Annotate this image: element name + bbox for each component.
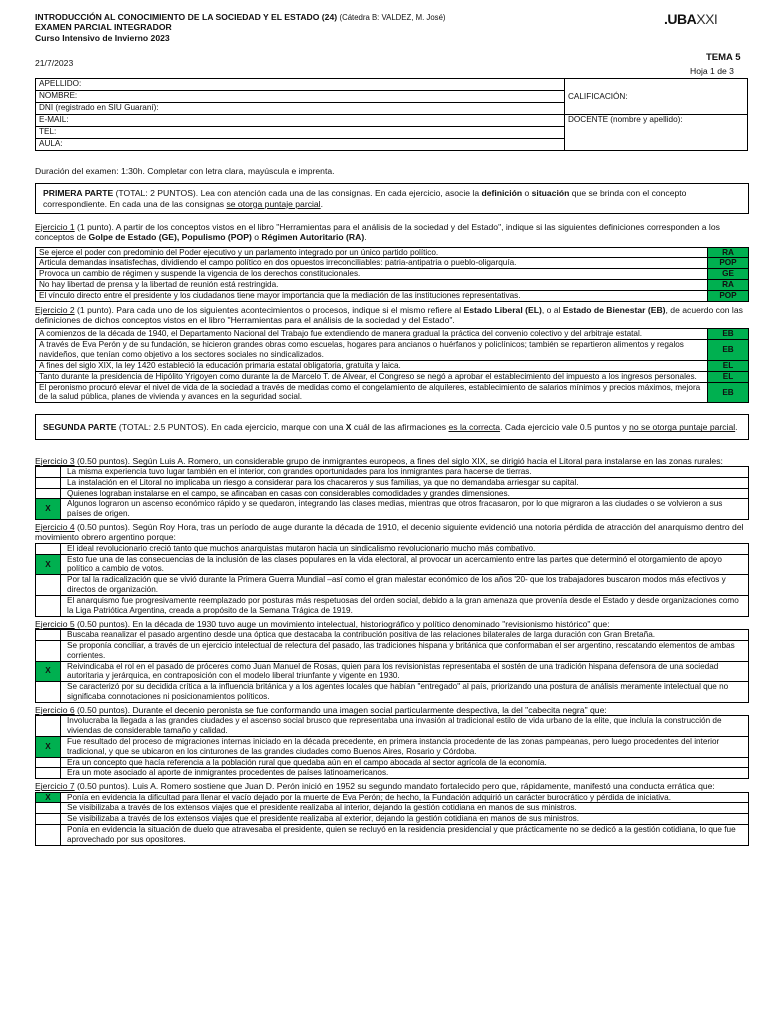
answer-cell[interactable]: POP (708, 290, 749, 301)
ex2-table (35, 328, 749, 403)
option-row (36, 814, 749, 825)
option-checkbox[interactable] (36, 803, 61, 814)
course-title-line (35, 12, 749, 22)
option-row (36, 716, 749, 737)
option-row (36, 596, 749, 617)
option-text: El anarquismo fue progresivamente reemplazado por posturas más respetuosas del orden social, debido a la gran amenaza que provenía desde el Estado y desde organizaciones como la Liga Patriótica Argentina, creada a propósito de la Semana Trágica de 1919. (61, 596, 749, 617)
statement-cell: Provoca un cambio de régimen y suspende la vigencia de los derechos constitucionales. (36, 269, 708, 280)
tema-label: TEMA 5 (706, 52, 741, 63)
statement-cell: A fines del siglo XIX, la ley 1420 estableció la educación primaria estatal obligatoria, gratuita y laica. (36, 360, 708, 371)
option-text: Quienes lograban instalarse en el campo, se afincaban en casas con considerables comodidades y grandes dimensiones. (61, 488, 749, 499)
table-row (36, 329, 749, 340)
option-checkbox[interactable]: X (36, 792, 61, 803)
options-table (35, 792, 749, 846)
option-row (36, 499, 749, 520)
option-checkbox[interactable] (36, 716, 61, 737)
option-text: Esto fue una de las consecuencias de la inclusión de las clases populares en la vida electoral, al provocar un acercamiento entre las partes que determinó el otorgamiento de apoyo político a cambio de votos. (61, 554, 749, 575)
option-text: Era un concepto que hacía referencia a la población rural que quedaba aún en el campo abocada al sector agrícola de la economía. (61, 757, 749, 768)
option-checkbox[interactable] (36, 466, 61, 477)
statement-cell: Se ejerce el poder con predominio del Poder ejecutivo y un parlamento integrado por un único partido político. (36, 247, 708, 258)
option-checkbox[interactable]: X (36, 736, 61, 757)
exercise-label: Ejercicio 6 (35, 704, 75, 715)
option-row (36, 682, 749, 703)
answer-cell[interactable]: EB (708, 340, 749, 361)
option-row (36, 543, 749, 554)
exercise-label: Ejercicio 7 (35, 781, 75, 792)
option-checkbox[interactable] (36, 757, 61, 768)
exercise-label: Ejercicio 3 (35, 455, 75, 466)
catedra: (Cátedra B: VALDEZ, M. José) (339, 13, 446, 22)
exercise-prompt (35, 456, 749, 466)
option-checkbox[interactable]: X (36, 499, 61, 520)
option-checkbox[interactable] (36, 575, 61, 596)
exam-header (35, 12, 749, 43)
option-checkbox[interactable]: X (36, 661, 61, 682)
part1-box: PRIMERA PARTE (TOTAL: 2 PUNTOS). Lea con atención cada una de las consignas. En cada ejercicio, asocie la definición o situación que se brinda con el concepto correspondiente. En cada una de las consignas se otorga puntaje parcial. (35, 183, 749, 214)
table-row (36, 382, 749, 403)
option-text: Se proponía conciliar, a través de un ejercicio intelectual de relectura del pasado, las tradiciones hispana y británica que conformaban el ser argentino, rescatando elementos de ambas corrientes. (61, 640, 749, 661)
multiple-choice-area (35, 456, 749, 846)
option-row (36, 803, 749, 814)
exercise-prompt (35, 705, 749, 715)
uba-logo: .UBAXXI (664, 11, 718, 27)
option-text: Algunos lograron un ascenso económico rápido y se quedaron, integrando las clases medias, mientras que otros fracasaron, por lo que migraron a las ciudades o se volvieron a sus países de origen. (61, 499, 749, 520)
calificacion-field[interactable]: CALIFICACIÓN: (565, 79, 748, 115)
tel-field[interactable]: TEL: (36, 127, 565, 139)
option-text: Buscaba reanalizar el pasado argentino desde una óptica que destacaba la contribución positiva de las relaciones bilaterales de larga duración con Gran Bretaña. (61, 630, 749, 641)
statement-cell: Articula demandas insatisfechas, dividiendo el campo político en dos opuestos irreconciliables: patria-antipatria o pueblo-oligarquía. (36, 258, 708, 269)
exercise-text: (0.50 puntos). Durante el decenio peronista se fue conformando una imagen social particularmente despectiva, la del "cabecita negra" que: (74, 704, 607, 715)
option-checkbox[interactable] (36, 768, 61, 779)
option-text: La misma experiencia tuvo lugar también en el interior, con grandes oportunidades para los inmigrantes para hacerse de tierras. (61, 466, 749, 477)
option-row (36, 488, 749, 499)
statement-cell: El peronismo procuró elevar el nivel de vida de la sociedad a través de medidas como el congelamiento de alquileres, establecimiento de salarios mínimos y precios máximos, mejora de la salud pública, planes de vivienda y avances en la seguridad social. (36, 382, 708, 403)
option-row (36, 575, 749, 596)
statement-cell: A través de Eva Perón y de su fundación, se hicieron grandes obras como escuelas, hogares para ancianos o huérfanos y policlínicos; también se repartieron alimentos y regalos navideños, que tenían como objetivo a los sectores sociales no sindicalizados. (36, 340, 708, 361)
option-checkbox[interactable] (36, 477, 61, 488)
option-text: Era un mote asociado al aporte de inmigrantes procedentes de países latinoamericanos. (61, 768, 749, 779)
answer-cell[interactable]: EB (708, 382, 749, 403)
exercise-text: (0.50 puntos). Según Roy Hora, tras un período de auge durante la década de 1910, el decenio siguiente evidenció una notoria pérdida de atracción del anarquismo dentro del movimiento obrero argentino porque: (35, 522, 744, 543)
options-table (35, 466, 749, 520)
table-row (36, 290, 749, 301)
option-text: Se caracterizó por su decidida crítica a la influencia británica y a los agentes locales que habían "entregado" al país, priorizando una postura de análisis meramente intelectual que no significaba connotaciones ni posicionamientos políticos. (61, 682, 749, 703)
option-text: Se visibilizaba a través de los extensos viajes que el presidente realizaba al exterior, dejando la gestión cotidiana en manos de sus ministros. (61, 814, 749, 825)
student-info-table (35, 78, 748, 151)
ex1-table (35, 247, 749, 302)
docente-field[interactable]: DOCENTE (nombre y apellido): (565, 115, 748, 151)
duration-note: Duración del examen: 1:30h. Completar con letra clara, mayúscula e imprenta. (35, 166, 335, 176)
option-row (36, 630, 749, 641)
answer-cell[interactable]: POP (708, 258, 749, 269)
option-checkbox[interactable] (36, 640, 61, 661)
option-text: El ideal revolucionario creció tanto que muchos anarquistas mutaron hacia un sindicalismo revolucionario mucho más combativo. (61, 543, 749, 554)
course-title: INTRODUCCIÓN AL CONOCIMIENTO DE LA SOCIEDAD Y EL ESTADO (24) (35, 12, 338, 22)
ex1-prompt: Ejercicio 1 (1 punto). A partir de los conceptos vistos en el libro "Herramientas para el análisis de la sociedad y del Estado", indique si las siguientes definiciones corresponden a los conceptos de Golpe de Estado (GE), Populismo (POP) o Régimen Autoritario (RA). (35, 221, 720, 243)
option-text: La instalación en el Litoral no implicaba un riesgo a considerar para los chacareros y sus familias, ya que no demandaba arriesgar su capital. (61, 477, 749, 488)
part2-box: SEGUNDA PARTE (TOTAL: 2.5 PUNTOS). En cada ejercicio, marque con una X cuál de las afirmaciones es la correcta. Cada ejercicio vale 0.5 puntos y no se otorga puntaje parcial. (35, 414, 749, 439)
nombre-field[interactable]: NOMBRE: (36, 91, 565, 103)
exercise-prompt (35, 522, 749, 543)
option-text: Por tal la radicalización que se vivió durante la Primera Guerra Mundial –así como el gran malestar económico de los años '20- que los trabajadores buscaron modos más efectivos y directos de organización. (61, 575, 749, 596)
answer-cell[interactable]: EL (708, 360, 749, 371)
table-row (36, 280, 749, 291)
option-checkbox[interactable] (36, 596, 61, 617)
table-row (36, 371, 749, 382)
exercise-text: (0.50 puntos). En la década de 1930 tuvo auge un movimiento intelectual, historiográfico y político denominado "revisionismo histórico" que: (74, 618, 610, 629)
statement-cell: Tanto durante la presidencia de Hipólito Yrigoyen como durante la de Marcelo T. de Alvear, el Congreso se negó a aprobar el establecimiento del impuesto a los ingresos personales. (36, 371, 708, 382)
option-checkbox[interactable] (36, 630, 61, 641)
option-checkbox[interactable] (36, 488, 61, 499)
aula-field[interactable]: AULA: (36, 139, 565, 151)
table-row (36, 247, 749, 258)
option-text: Se visibilizaba a través de los extensos viajes que el presidente realizaba al interior, dejando la gestión cotidiana en manos de sus ministros. (61, 803, 749, 814)
statement-cell: A comienzos de la década de 1940, el Departamento Nacional del Trabajo fue extendiendo de manera gradual la práctica del convenio colectivo y del arbitraje estatal. (36, 329, 708, 340)
option-checkbox[interactable] (36, 543, 61, 554)
course-period: Curso Intensivo de Invierno 2023 (35, 32, 170, 43)
table-row (36, 269, 749, 280)
option-row (36, 466, 749, 477)
option-row (36, 768, 749, 779)
exercise-prompt (35, 781, 749, 791)
exercise-text: (0.50 puntos). Según Luis A. Romero, un considerable grupo de inmigrantes europeos, a fines del siglo XIX, se dirigió hacia el Litoral para instalarse en las zonas rurales: (74, 455, 723, 466)
statement-cell: El vínculo directo entre el presidente y los ciudadanos tiene mayor importancia que la mediación de las instituciones representativas. (36, 290, 708, 301)
answer-cell[interactable]: EL (708, 371, 749, 382)
exercise-label: Ejercicio 4 (35, 522, 75, 533)
option-text: Ponía en evidencia la situación de duelo que atravesaba el presidente, quien se recluyó en la residencia presidencial y que prácticamente no se dedicó a la gestión cotidiana, lo que fue aprovechado por sus opositores. (61, 825, 749, 846)
exercise-text: (0.50 puntos). Luis A. Romero sostiene que Juan D. Perón inició en 1952 su segundo mandato fortalecido pero que, rápidamente, manifestó una conducta errática que: (74, 781, 715, 792)
table-row (36, 360, 749, 371)
exercise-label: Ejercicio 5 (35, 618, 75, 629)
options-table (35, 543, 749, 617)
option-row (36, 792, 749, 803)
option-row (36, 757, 749, 768)
answer-cell[interactable]: RA (708, 280, 749, 291)
option-text: Reivindicaba el rol en el pasado de próceres como Juan Manuel de Rosas, quien para los revisionistas representaba el sostén de una tradición hispana defensora de una sociedad autoritaria y jerárquica, en contraposición con el modelo liberal triunfante y vigente en 1930. (61, 661, 749, 682)
dni-field[interactable]: DNI (registrado en SIU Guaraní): (36, 103, 565, 115)
option-row (36, 736, 749, 757)
answer-cell[interactable]: GE (708, 269, 749, 280)
statement-cell: No hay libertad de prensa y la libertad de reunión está restringida. (36, 280, 708, 291)
option-row (36, 661, 749, 682)
option-text: Fue resultado del proceso de migraciones internas iniciado en la década precedente, en primera instancia procedente de las zonas pampeanas, pero luego procedentes del interior tradicional, y que se ubicaron en los cinturones de las grandes ciudades como Buenos Aires, Rosario y Córdoba. (61, 736, 749, 757)
ex2-prompt: Ejercicio 2 (1 punto). Para cada uno de los siguientes acontecimientos o procesos, indique si el mismo refiere al Estado Liberal (EL), o al Estado de Bienestar (EB), de acuerdo con las definiciones de dichos conceptos vistos en el libro "Herramientas para el análisis de la sociedad y del Estado". (35, 304, 743, 326)
option-row (36, 825, 749, 846)
exam-date: 21/7/2023 (35, 58, 74, 68)
exam-body (35, 166, 749, 846)
table-row (36, 340, 749, 361)
options-table (35, 715, 749, 779)
page-counter: Hoja 1 de 3 (690, 66, 734, 76)
exam-type: EXAMEN PARCIAL INTEGRADOR (35, 22, 172, 33)
email-field[interactable]: E-MAIL: (36, 115, 565, 127)
table-row (36, 258, 749, 269)
exercise-prompt (35, 619, 749, 629)
option-text: Ponía en evidencia la dificultad para llenar el vacío dejado por la muerte de Eva Perón; de hecho, la Fundación adquirió un carácter burocrático y pérdida de iniciativa. (61, 792, 749, 803)
option-row (36, 554, 749, 575)
option-checkbox[interactable] (36, 682, 61, 703)
option-row (36, 477, 749, 488)
options-table (35, 629, 749, 703)
answer-cell[interactable]: EB (708, 329, 749, 340)
option-checkbox[interactable] (36, 814, 61, 825)
answer-cell[interactable]: RA (708, 247, 749, 258)
option-checkbox[interactable]: X (36, 554, 61, 575)
apellido-field[interactable]: APELLIDO: (36, 79, 565, 91)
option-text: Involucraba la llegada a las grandes ciudades y el ascenso social brusco que representaba una invasión al tradicional estilo de vida urbano de la elite, que incluía la construcción de viviendas de considerable tamaño y calidad. (61, 716, 749, 737)
option-row (36, 640, 749, 661)
option-checkbox[interactable] (36, 825, 61, 846)
